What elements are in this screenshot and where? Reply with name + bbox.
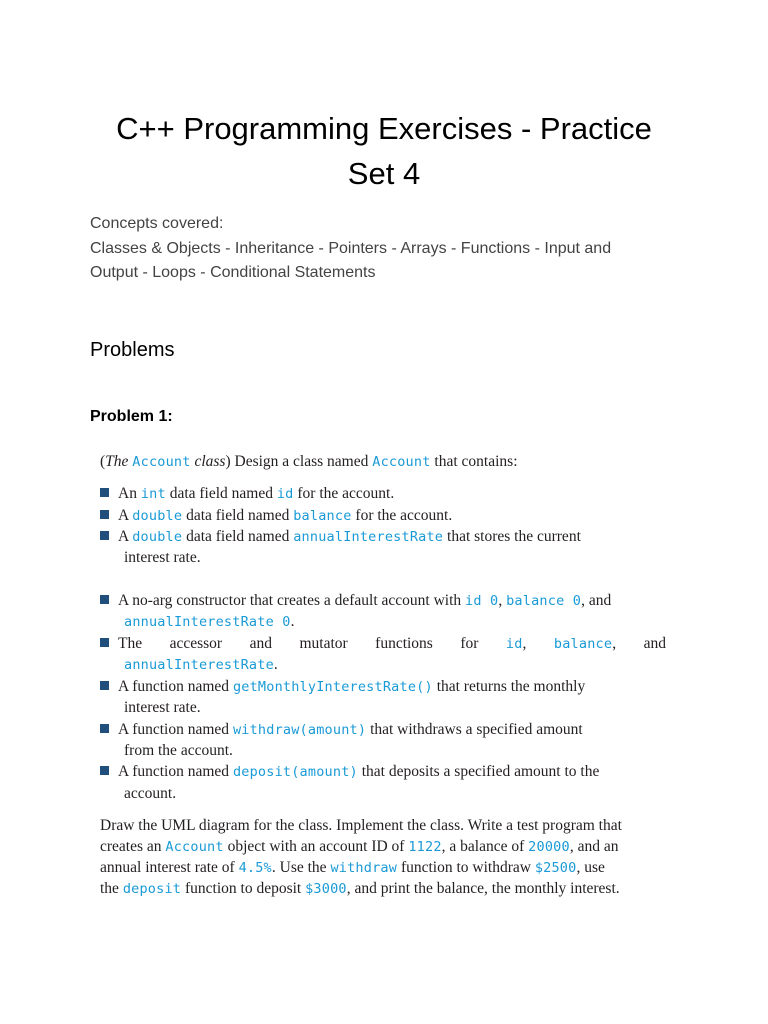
title-line-2: Set 4 bbox=[347, 156, 421, 191]
bullet-continuation: annualInterestRate. bbox=[124, 656, 278, 673]
concepts-line-2: Output - Loops - Conditional Statements bbox=[90, 264, 376, 281]
bullet-item: A no-arg constructor that creates a default account with id 0, balance 0, and bbox=[100, 590, 611, 611]
bullet-continuation: interest rate. bbox=[124, 699, 201, 716]
square-bullet-icon bbox=[100, 510, 109, 519]
closing-line-1: Draw the UML diagram for the class. Implement the class. Write a test program that bbox=[100, 817, 622, 834]
bullet-continuation: interest rate. bbox=[124, 549, 201, 566]
bullet-item: The accessor and mutator functions for id, balance, and bbox=[100, 633, 666, 654]
bullet-item: A function named withdraw(amount) that withdraws a specified amount bbox=[100, 719, 583, 740]
concepts-label: Concepts covered: bbox=[90, 215, 224, 232]
problem-1-label: Problem 1: bbox=[90, 408, 173, 425]
bullet-item: A double data field named annualInterestRate that stores the current bbox=[100, 526, 581, 547]
concepts-line-1: Classes & Objects - Inheritance - Pointers - Arrays - Functions - Input and bbox=[90, 239, 612, 257]
closing-line-2: creates an Account object with an account ID of 1122, a balance of 20000, and an bbox=[100, 838, 619, 855]
bullet-item: An int data field named id for the account. bbox=[100, 483, 394, 504]
bullet-continuation: from the account. bbox=[124, 742, 233, 759]
bullet-continuation: account. bbox=[124, 785, 177, 802]
bullet-item: A double data field named balance for the account. bbox=[100, 505, 452, 526]
closing-line-3: annual interest rate of 4.5%. Use the withdraw function to withdraw $2500, use bbox=[100, 859, 605, 876]
bullet-continuation: annualInterestRate 0. bbox=[124, 613, 295, 630]
square-bullet-icon bbox=[100, 488, 109, 497]
square-bullet-icon bbox=[100, 724, 109, 733]
problems-heading: Problems bbox=[90, 339, 175, 361]
square-bullet-icon bbox=[100, 531, 109, 540]
bullet-item: A function named getMonthlyInterestRate() that returns the monthly bbox=[100, 676, 585, 697]
intro-line: (The Account class) Design a class named Account that contains: bbox=[100, 453, 518, 470]
concepts-section bbox=[90, 212, 690, 286]
square-bullet-icon bbox=[100, 766, 109, 775]
square-bullet-icon bbox=[100, 681, 109, 690]
page-title bbox=[60, 106, 708, 196]
square-bullet-icon bbox=[100, 595, 109, 604]
square-bullet-icon bbox=[100, 638, 109, 647]
title-line-1: C++ Programming Exercises - Practice bbox=[116, 111, 652, 146]
bullet-item: A function named deposit(amount) that deposits a specified amount to the bbox=[100, 761, 599, 782]
closing-line-4: the deposit function to deposit $3000, and print the balance, the monthly interest. bbox=[100, 880, 620, 897]
